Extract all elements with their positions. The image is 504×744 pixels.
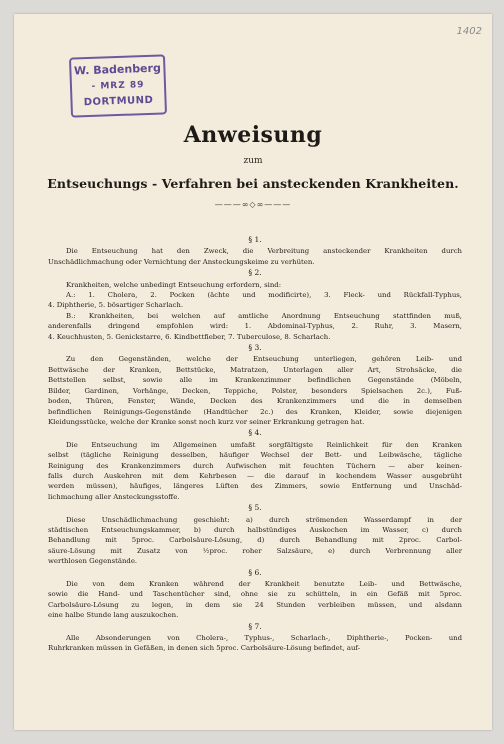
text-line: städtischen Entseuchungskammer, b) durch halbstündiges Auskochen im Wasser, c) durch xyxy=(48,525,462,534)
section-2 xyxy=(48,268,462,342)
library-stamp xyxy=(69,54,167,117)
section-7 xyxy=(48,622,462,654)
text-line: falls durch Auskehren mit dem Kehrbesen — die darauf in kochendem Wasser ausgebrüht xyxy=(48,471,462,480)
text-line: Bettwäsche der Kranken, Bettstücke, Matratzen, Unterlagen aller Art, Strohsäcke, die xyxy=(48,365,462,374)
document-body xyxy=(48,234,462,654)
document-page xyxy=(14,14,492,730)
document-heading: Entseuchungs - Verfahren bei ansteckenden Krankheiten. xyxy=(47,176,459,191)
section-1 xyxy=(48,235,462,267)
text-line: boden, Thüren, Fenster, Wände, Decken des Krankenzimmers und die in demselben xyxy=(48,397,462,406)
section-3 xyxy=(48,343,462,427)
text-line: anderenfalls dringend empfohlen wird: 1. Abdominal-Typhus, 2. Ruhr, 3. Masern, xyxy=(48,322,462,331)
text-line: A.: 1. Cholera, 2. Pocken (ächte und modificirte), 3. Fleck- und Rückfall-Typhus, xyxy=(66,291,462,300)
text-line: Ruhrkranken müssen in Gefäßen, in denen sich 5proc. Carbolsäure-Lösung befindet, auf- xyxy=(48,644,361,653)
text-line: Unschädlichmachung oder Vernichtung der Ansteckungskeime zu verhüten. xyxy=(48,257,315,266)
ornament-divider: ———∞◇∞——— xyxy=(214,200,292,209)
section-label: § 2. xyxy=(248,268,262,278)
section-5 xyxy=(48,503,462,566)
text-line: Carbolsäure-Lösung zu legen, in dem sie 24 Stunden verbleiben müssen, und alsdann xyxy=(48,600,462,609)
text-line: selbst (tägliche Reinigung desselben, häufiger Wechsel der Bett- und Leibwäsche, tägliche xyxy=(48,451,462,460)
text-line: Reinigung des Krankenzimmers durch Aufwischen mit feuchten Tüchern — aber keinen- xyxy=(48,461,462,470)
text-line: Die Entseuchung im Allgemeinen umfaßt sorgfältigste Reinlichkeit für den Kranken xyxy=(66,440,462,449)
text-line: Die von dem Kranken während der Krankheit benutzte Leib- und Bettwäsche, xyxy=(66,580,462,588)
text-line: Bilder, Gardinen, Vorhänge, Decken, Teppiche, Polster, besonders Spielsachen 2c.), Fuß- xyxy=(48,386,462,395)
text-line: eine halbe Stunde lang auszukochen. xyxy=(48,611,179,620)
text-line: 4. Keuchhusten, 5. Genickstarre, 6. Kindbettfieber, 7. Tuberculose, 8. Scharlach. xyxy=(48,332,331,341)
document-title: Anweisung xyxy=(183,122,323,148)
text-line: sowie die Hand- und Taschentücher sind, ohne sie zu schütteln, in ein Gefäß mit 5proc. xyxy=(48,590,462,599)
text-line: Krankheiten, welche unbedingt Entseuchung erfordern, sind: xyxy=(66,280,282,289)
text-line: werthlosen Gegenstände. xyxy=(48,557,138,566)
section-label: § 7. xyxy=(248,621,262,631)
stamp-line-2: - MRZ 89 xyxy=(91,80,145,92)
section-label: § 6. xyxy=(248,567,262,577)
section-label: § 4. xyxy=(248,428,262,438)
stamp-line-3: DORTMUND xyxy=(83,94,154,109)
title-connector: zum xyxy=(243,156,263,166)
section-4 xyxy=(48,428,462,502)
text-line: Kleidungsstücke, welche der Kranke sonst noch kurz vor seiner Erkrankung getragen hat. xyxy=(48,417,365,426)
text-line: B.: Krankheiten, bei welchen auf amtliche Anordnung Entseuchung stattfinden muß, xyxy=(66,311,462,320)
section-label: § 5. xyxy=(248,503,262,513)
text-line: Bettstellen selbst, sowie alle im Krankenzimmer befindlichen Gegenstände (Möbeln, xyxy=(48,376,462,385)
stamp-line-1: W. Badenberg xyxy=(73,61,162,78)
text-line: säure-Lösung mit Zusatz von ½proc. roher Salzsäure, e) durch Verbrennung aller xyxy=(48,546,462,555)
text-line: Behandlung mit 5proc. Carbolsäure-Lösung, d) durch Behandlung mit 2proc. Carbol- xyxy=(48,536,462,545)
section-6 xyxy=(48,568,462,621)
text-line: 4. Diphtherie, 5. bösartiger Scharlach. xyxy=(48,301,184,310)
text-line: Die Entseuchung hat den Zweck, die Verbreitung ansteckender Krankheiten durch xyxy=(66,247,462,256)
text-line: befindlichen Reinigungs-Gegenstände (Handtücher 2c.) des Kranken, Kleider, sowie diejenigen xyxy=(48,407,462,416)
text-line: werden müssen), häufiges, längeres Lüften des Zimmers, sowie Entfernung und Unschäd- xyxy=(48,482,462,491)
section-label: § 3. xyxy=(248,343,262,353)
text-line: Zu den Gegenständen, welche der Entseuchung unterliegen, gehören Leib- und xyxy=(66,355,462,364)
pencil-archive-number: 1402 xyxy=(456,26,482,37)
text-line: Alle Absonderungen von Cholera-, Typhus-, Scharlach-, Diphtherie-, Pocken- und xyxy=(66,634,462,643)
text-line: lichmachung aller Ansteckungsstoffe. xyxy=(48,492,180,501)
text-line: Diese Unschädlichmachung geschieht: a) durch strömenden Wasserdampf in der xyxy=(66,515,462,524)
section-label: § 1. xyxy=(248,235,262,244)
